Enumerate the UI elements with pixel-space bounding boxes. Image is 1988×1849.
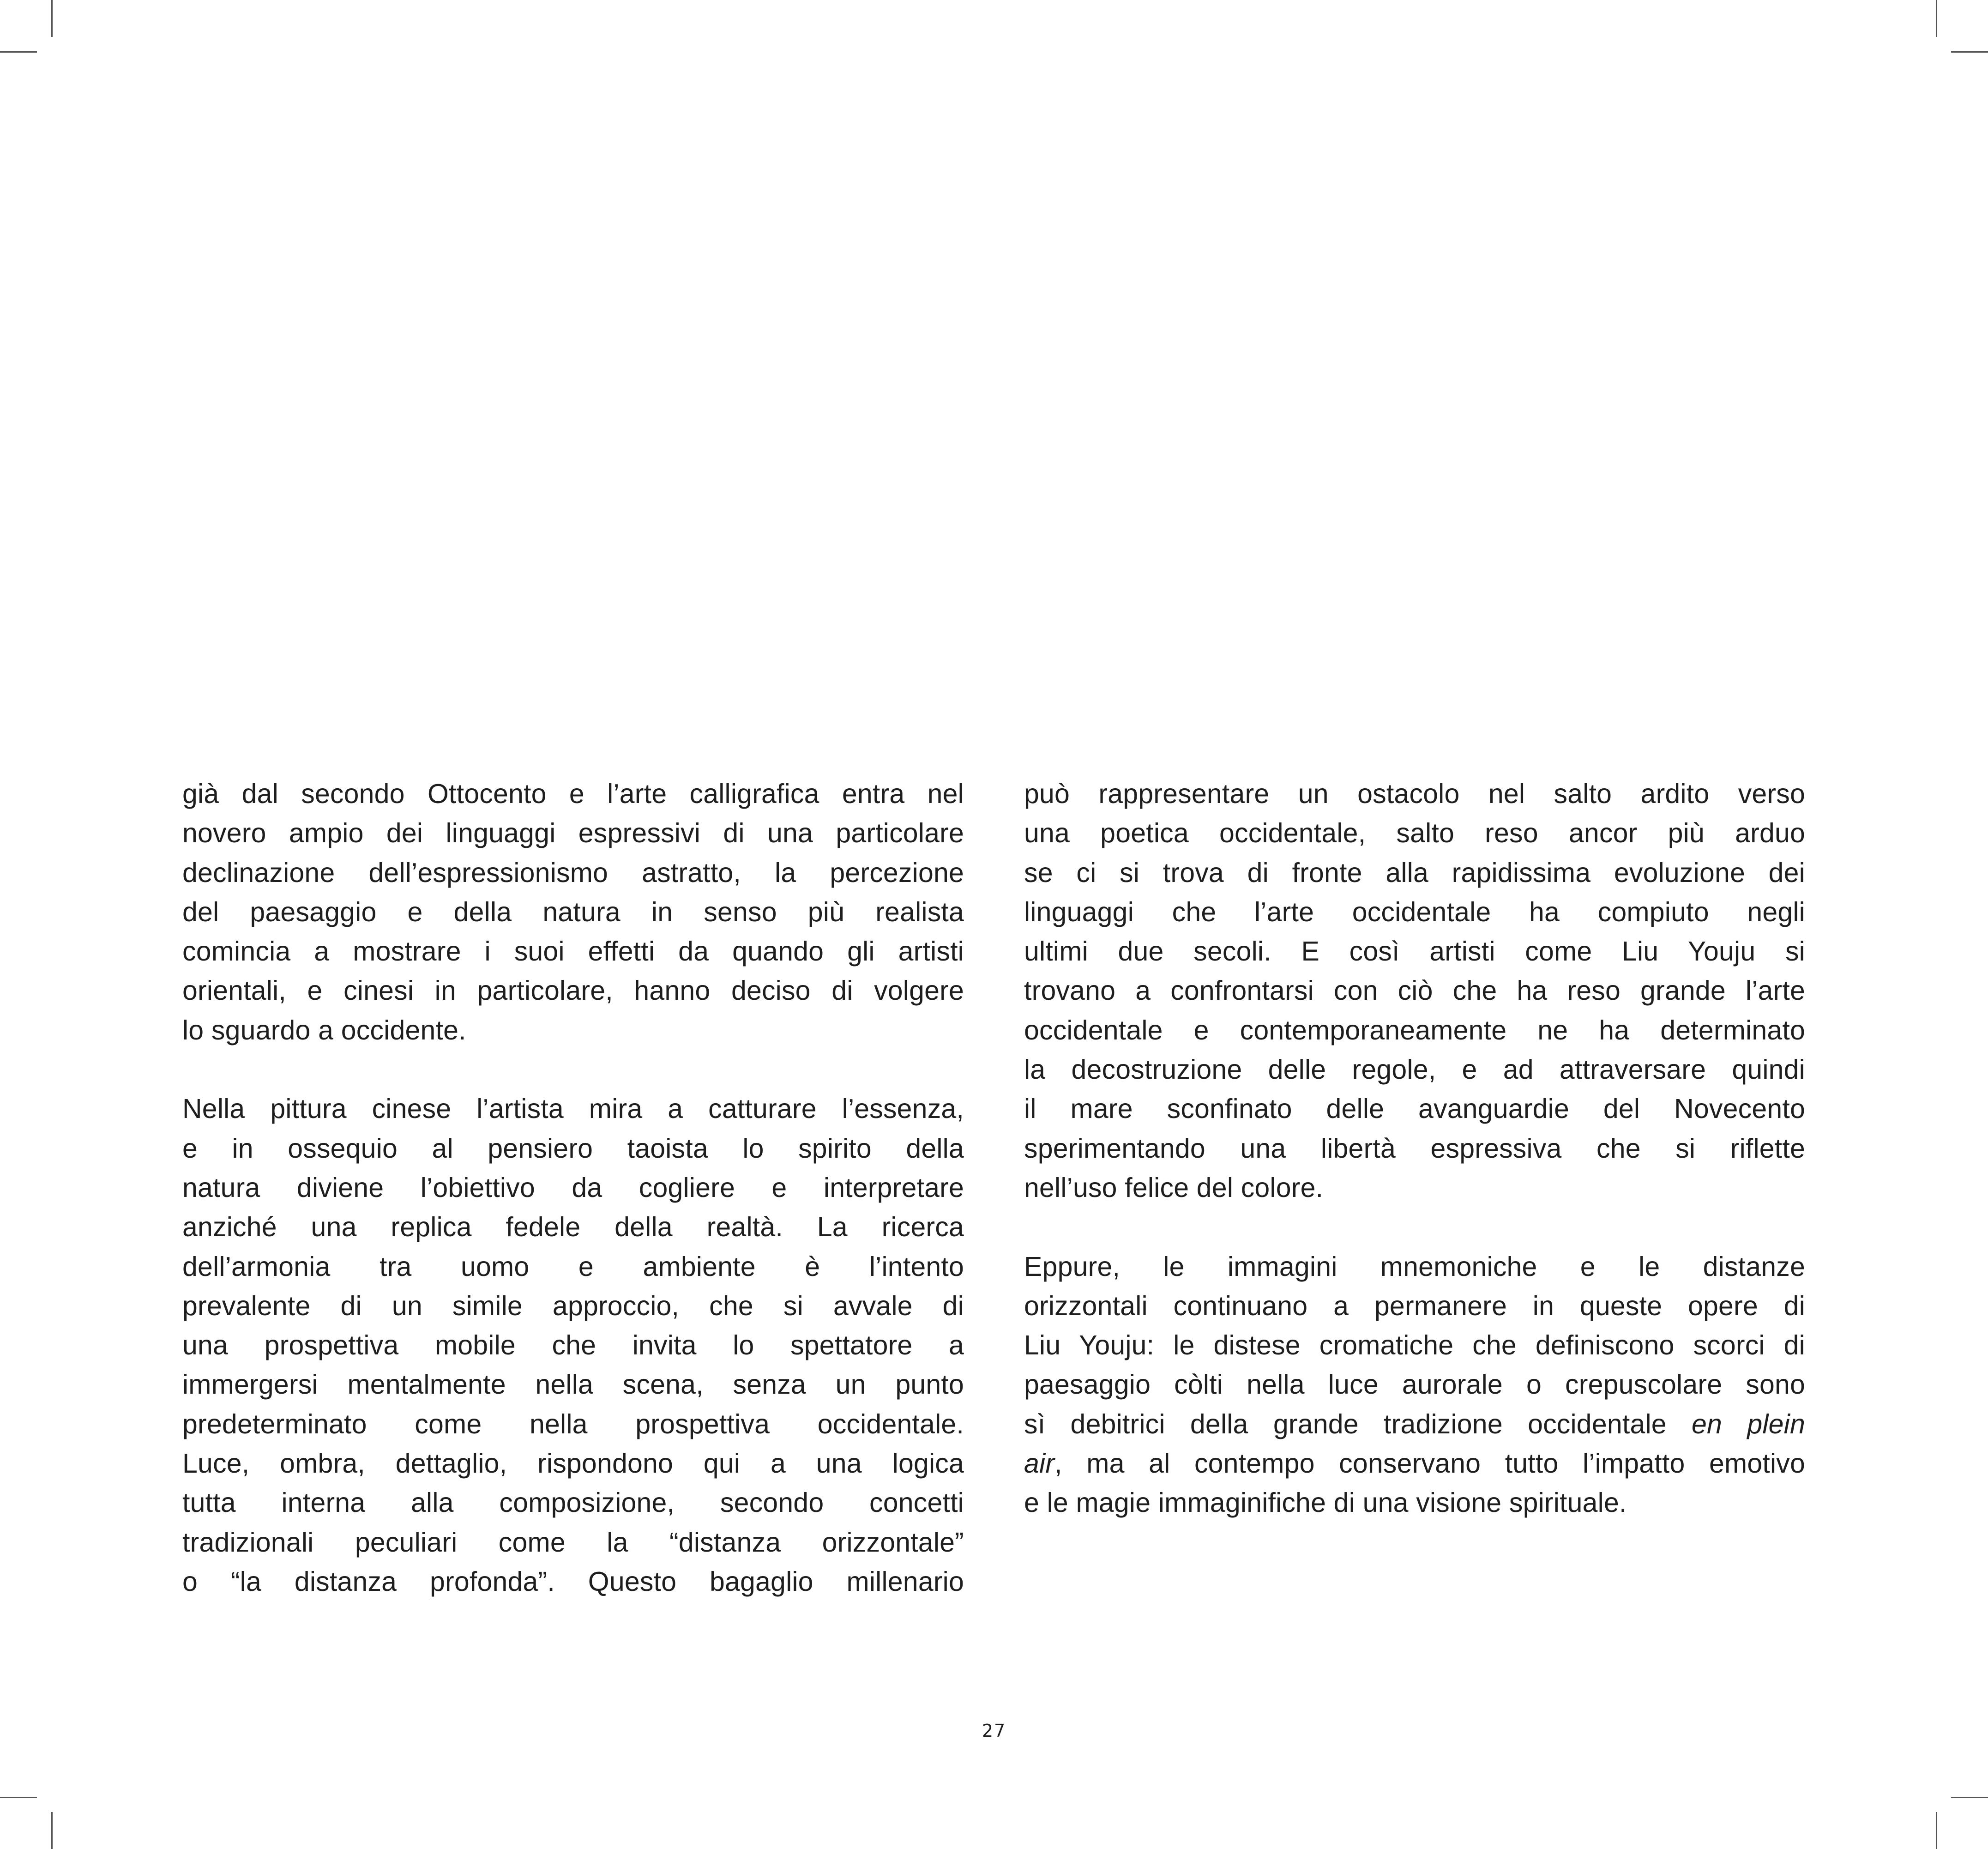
italic-text: air bbox=[1024, 1448, 1055, 1479]
text-run: prevalente di un simile approccio, che si avvale di bbox=[182, 1290, 964, 1321]
text-column-left bbox=[182, 774, 964, 1641]
text-run: già dal secondo Ottocento e l’arte calligrafica entra nel bbox=[182, 779, 964, 809]
text-line bbox=[182, 1444, 964, 1483]
text-line bbox=[182, 1168, 964, 1208]
text-run: se ci si trova di fronte alla rapidissima evoluzione dei bbox=[1024, 857, 1805, 888]
text-run: natura diviene l’obiettivo da cogliere e interpretare bbox=[182, 1172, 964, 1203]
crop-mark-bottom-left-vertical bbox=[51, 1812, 53, 1849]
crop-mark-top-right-horizontal bbox=[1951, 51, 1988, 53]
text-line bbox=[182, 1562, 964, 1601]
text-line bbox=[1024, 1050, 1805, 1089]
text-line bbox=[1024, 1168, 1805, 1208]
text-run: una poetica occidentale, salto reso ancor più arduo bbox=[1024, 818, 1805, 849]
text-run: lo sguardo a occidente. bbox=[182, 1015, 466, 1045]
text-run: del paesaggio e della natura in senso più realista bbox=[182, 896, 964, 927]
text-run: orientali, e cinesi in particolare, hanno deciso di volgere bbox=[182, 975, 964, 1006]
text-line bbox=[182, 932, 964, 971]
text-run: trovano a confrontarsi con ciò che ha reso grande l’arte bbox=[1024, 975, 1805, 1006]
crop-mark-top-left-vertical bbox=[51, 0, 53, 37]
text-line bbox=[182, 971, 964, 1010]
text-line bbox=[1024, 1089, 1805, 1129]
crop-mark-bottom-right-vertical bbox=[1936, 1812, 1937, 1849]
text-line bbox=[1024, 1287, 1805, 1326]
text-run: dell’armonia tra uomo e ambiente è l’intento bbox=[182, 1251, 964, 1282]
text-line bbox=[1024, 1405, 1805, 1444]
text-run: la decostruzione delle regole, e ad attraversare quindi bbox=[1024, 1054, 1805, 1085]
crop-mark-bottom-left-horizontal bbox=[0, 1797, 37, 1798]
text-line bbox=[1024, 774, 1805, 814]
text-line bbox=[182, 1208, 964, 1247]
text-run: sì debitrici della grande tradizione occidentale bbox=[1024, 1408, 1692, 1439]
text-run: orizzontali continuano a permanere in queste opere di bbox=[1024, 1290, 1805, 1321]
text-line bbox=[182, 1011, 964, 1050]
text-line bbox=[182, 1365, 964, 1404]
text-run: predeterminato come nella prospettiva occidentale. bbox=[182, 1408, 964, 1439]
text-line bbox=[182, 814, 964, 853]
text-column-right bbox=[1024, 774, 1805, 1562]
text-run: linguaggi che l’arte occidentale ha compiuto negli bbox=[1024, 896, 1805, 927]
text-line bbox=[182, 1089, 964, 1129]
text-run: il mare sconfinato delle avanguardie del Novecento bbox=[1024, 1094, 1805, 1124]
text-run: tradizionali peculiari come la “distanza orizzontale” bbox=[182, 1527, 964, 1558]
text-line bbox=[182, 1523, 964, 1562]
text-line bbox=[182, 1483, 964, 1523]
text-line bbox=[1024, 893, 1805, 932]
text-line bbox=[182, 1405, 964, 1444]
text-line bbox=[1024, 932, 1805, 971]
text-run: comincia a mostrare i suoi effetti da quando gli artisti bbox=[182, 936, 964, 967]
text-run: nell’uso felice del colore. bbox=[1024, 1172, 1324, 1203]
text-run: può rappresentare un ostacolo nel salto ardito verso bbox=[1024, 779, 1805, 809]
text-run: Luce, ombra, dettaglio, rispondono qui a una logica bbox=[182, 1448, 964, 1479]
text-run: Eppure, le immagini mnemoniche e le distanze bbox=[1024, 1251, 1805, 1282]
paragraph bbox=[182, 1089, 964, 1601]
text-line bbox=[182, 1287, 964, 1326]
text-line bbox=[1024, 1129, 1805, 1168]
text-run: anziché una replica fedele della realtà. La ricerca bbox=[182, 1212, 964, 1243]
text-line bbox=[1024, 1483, 1805, 1523]
text-run: immergersi mentalmente nella scena, senza un punto bbox=[182, 1369, 964, 1400]
italic-text: en plein bbox=[1692, 1408, 1805, 1439]
text-run: novero ampio dei linguaggi espressivi di una particolare bbox=[182, 818, 964, 849]
page-number: 27 bbox=[982, 1721, 1006, 1741]
text-line bbox=[1024, 1011, 1805, 1050]
text-run: declinazione dell’espressionismo astratto, la percezione bbox=[182, 857, 964, 888]
text-run: una prospettiva mobile che invita lo spettatore a bbox=[182, 1330, 964, 1361]
crop-mark-top-left-horizontal bbox=[0, 51, 37, 53]
text-line bbox=[182, 1326, 964, 1365]
paragraph bbox=[182, 774, 964, 1050]
paragraph bbox=[1024, 1247, 1805, 1523]
text-run: o “la distanza profonda”. Questo bagaglio millenario bbox=[182, 1566, 964, 1597]
text-line bbox=[1024, 853, 1805, 893]
text-run: ultimi due secoli. E così artisti come Liu Youju si bbox=[1024, 936, 1805, 967]
crop-mark-top-right-vertical bbox=[1936, 0, 1937, 37]
text-line bbox=[1024, 814, 1805, 853]
text-line bbox=[182, 893, 964, 932]
text-line bbox=[182, 1129, 964, 1168]
text-line bbox=[1024, 971, 1805, 1010]
text-run: occidentale e contemporaneamente ne ha determinato bbox=[1024, 1015, 1805, 1045]
text-run: Liu Youju: le distese cromatiche che definiscono scorci di bbox=[1024, 1330, 1805, 1361]
text-line bbox=[1024, 1326, 1805, 1365]
text-line bbox=[1024, 1444, 1805, 1483]
text-run: sperimentando una libertà espressiva che si riflette bbox=[1024, 1133, 1805, 1164]
text-run: , ma al contempo conservano tutto l’impatto emotivo bbox=[1054, 1448, 1805, 1479]
text-line bbox=[182, 1247, 964, 1287]
text-line bbox=[182, 774, 964, 814]
text-run: Nella pittura cinese l’artista mira a catturare l’essenza, bbox=[182, 1094, 964, 1124]
text-run: paesaggio còlti nella luce aurorale o crepuscolare sono bbox=[1024, 1369, 1805, 1400]
text-run: e in ossequio al pensiero taoista lo spirito della bbox=[182, 1133, 964, 1164]
text-line bbox=[1024, 1365, 1805, 1404]
text-line bbox=[1024, 1247, 1805, 1287]
text-run: e le magie immaginifiche di una visione spirituale. bbox=[1024, 1487, 1627, 1518]
crop-mark-bottom-right-horizontal bbox=[1951, 1797, 1988, 1798]
text-run: tutta interna alla composizione, secondo concetti bbox=[182, 1487, 964, 1518]
text-line bbox=[182, 853, 964, 893]
paragraph bbox=[1024, 774, 1805, 1208]
